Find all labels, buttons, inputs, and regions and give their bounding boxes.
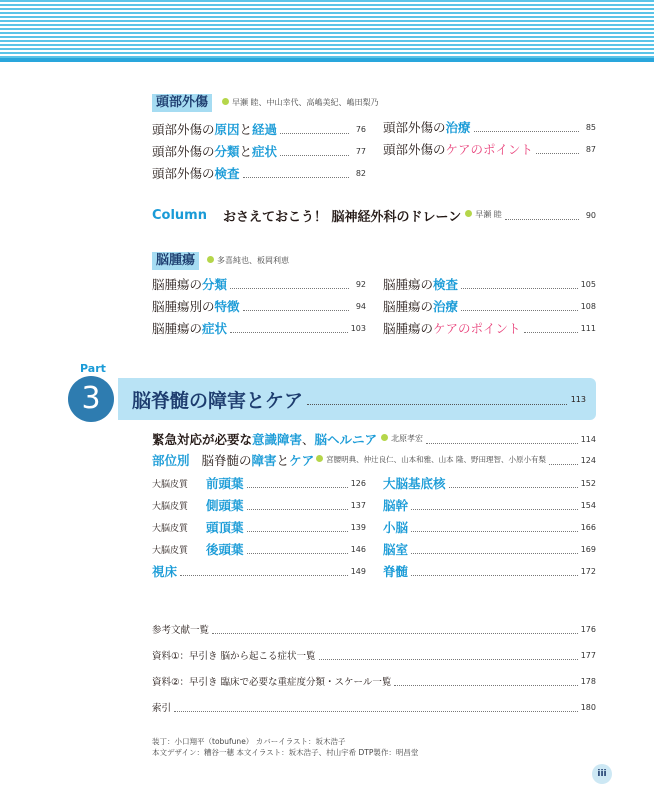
toc-entry[interactable]: 脳腫瘍の 症状 103 — [152, 321, 366, 336]
toc-entry[interactable]: 緊急対応が必要な 意識障害 、 脳ヘルニア 北原孝宏 114 — [152, 432, 596, 447]
toc-entry[interactable]: 頭部外傷の 治療 85 — [383, 120, 596, 135]
section-authors-brain-tumor: 多喜純也、板岡利恵 — [207, 255, 289, 267]
toc-entry[interactable]: 頭部外傷の ケアのポイント 87 — [383, 142, 596, 157]
toc-entry[interactable]: 脳幹 154 — [383, 498, 596, 513]
bullet-dot-icon — [207, 256, 214, 263]
page-number: iii — [592, 764, 612, 784]
header-stripes — [0, 0, 654, 62]
toc-entry[interactable]: 脊髄 172 — [383, 564, 596, 579]
section-tag-brain-tumor: 脳腫瘍 — [152, 252, 199, 270]
toc-appendix-entry[interactable]: 索引 180 — [152, 702, 596, 714]
bullet-dot-icon — [222, 98, 229, 105]
toc-entry[interactable]: 部位別 脳脊髄の 障害 と ケア 宮腰明典、仲辻良仁、山本和雅、山本 隆、野田理智、小原小有梨 124 — [152, 453, 596, 468]
toc-appendix-entry[interactable]: 参考文献一覧 176 — [152, 624, 596, 636]
toc-entry[interactable]: 大脳皮質 頭頂葉 139 — [152, 520, 366, 535]
toc-entry[interactable]: 頭部外傷の 原因 と 経過 76 — [152, 122, 366, 137]
toc-entry[interactable]: 脳腫瘍別の 特徴 94 — [152, 299, 366, 314]
toc-entry[interactable]: 脳室 169 — [383, 542, 596, 557]
part-heading[interactable] — [118, 378, 596, 420]
toc-appendix-entry[interactable]: 資料②：早引き 臨床で必要な重症度分類・スケール一覧 178 — [152, 676, 596, 688]
toc-entry[interactable]: 頭部外傷の 分類 と 症状 77 — [152, 144, 366, 159]
toc-entry[interactable]: 脳腫瘍の ケアのポイント 111 — [383, 321, 596, 336]
toc-entry[interactable]: 視床 149 — [152, 564, 366, 579]
toc-entry[interactable]: 頭部外傷の 検査 82 — [152, 166, 366, 181]
bullet-dot-icon — [316, 455, 323, 462]
part-page: 113 — [570, 394, 586, 404]
toc-entry[interactable]: 大脳皮質 後頭葉 146 — [152, 542, 366, 557]
section-tag-head-injury: 頭部外傷 — [152, 94, 212, 112]
part-label: Part — [80, 362, 106, 375]
part-title: 脳脊髄の障害とケア — [132, 389, 304, 412]
bullet-dot-icon — [381, 434, 388, 441]
toc-appendix-entry[interactable]: 資料①：早引き 脳から起こる症状一覧 177 — [152, 650, 596, 662]
section-authors-head-injury: 早瀬 睦、中山幸代、高嶋美紀、嶋田梨乃 — [222, 97, 379, 109]
toc-entry[interactable]: 脳腫瘍の 分類 92 — [152, 277, 366, 292]
toc-column-entry[interactable]: Column おさえておこう！ 脳神経外科のドレーン 早瀬 睦 90 — [152, 207, 596, 225]
toc-entry[interactable]: 大脳皮質 側頭葉 137 — [152, 498, 366, 513]
toc-entry[interactable]: 小脳 166 — [383, 520, 596, 535]
part-number-badge: 3 — [68, 376, 114, 422]
toc-entry[interactable]: 脳腫瘍の 検査 105 — [383, 277, 596, 292]
toc-entry[interactable]: 大脳基底核 152 — [383, 476, 596, 491]
bullet-dot-icon — [465, 210, 472, 217]
credits-line: 装丁：小口翔平（tobufune） カバーイラスト：坂木浩子 — [152, 737, 346, 746]
toc-entry[interactable]: 大脳皮質 前頭葉 126 — [152, 476, 366, 491]
toc-entry[interactable]: 脳腫瘍の 治療 108 — [383, 299, 596, 314]
credits-line: 本文デザイン：糟谷一穂 本文イラスト：坂木浩子、村山宇希 DTP製作：明昌堂 — [152, 748, 419, 757]
